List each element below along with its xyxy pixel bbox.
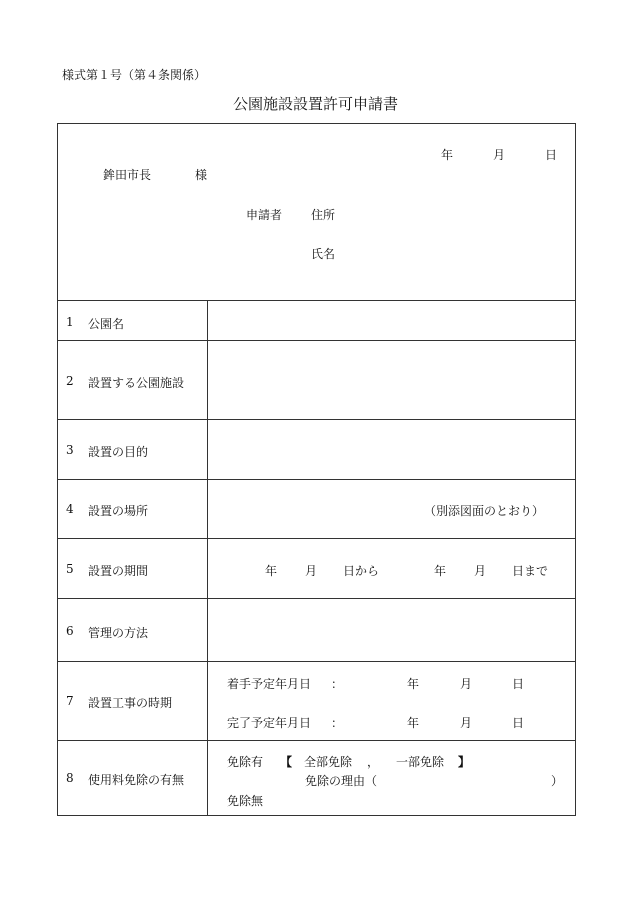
end-day: 日	[512, 716, 525, 730]
addressee: 鉾田市長	[103, 168, 152, 182]
date-year: 年	[441, 148, 454, 162]
row-8-number: 8	[66, 771, 74, 785]
row-5-number: 5	[66, 562, 74, 576]
row-divider	[57, 740, 576, 741]
start-month: 月	[460, 677, 473, 691]
period-start-day: 日から	[343, 564, 380, 578]
location-note: （別添図面のとおり）	[424, 504, 545, 518]
exemption-reason-close: ）	[551, 774, 564, 788]
row-1-number: 1	[66, 315, 74, 329]
start-date-colon: ：	[331, 677, 344, 691]
row-3-number: 3	[66, 443, 74, 457]
exemption-yes: 免除有	[227, 755, 264, 769]
bracket-close: 】	[458, 755, 471, 769]
column-divider	[207, 300, 208, 816]
full-exemption: 全部免除	[304, 755, 353, 769]
row-4-number: 4	[66, 502, 74, 516]
period-end-day: 日まで	[512, 564, 549, 578]
end-year: 年	[407, 716, 420, 730]
row-8-label: 使用料免除の有無	[88, 773, 185, 787]
date-day: 日	[545, 148, 558, 162]
row-2-number: 2	[66, 374, 74, 388]
period-start-year: 年	[265, 564, 278, 578]
row-7-label: 設置工事の時期	[88, 696, 173, 710]
row-divider	[57, 538, 576, 539]
partial-exemption: 一部免除	[396, 755, 445, 769]
end-date-label: 完了予定年月日	[227, 716, 312, 730]
page-title: 公園施設設置許可申請書	[233, 95, 399, 113]
row-divider	[57, 598, 576, 599]
applicant-label: 申請者	[246, 208, 283, 222]
addressee-honorific: 様	[195, 168, 208, 182]
row-divider	[57, 661, 576, 662]
row-2-label: 設置する公園施設	[88, 376, 185, 390]
row-6-label: 管理の方法	[88, 626, 149, 640]
start-day: 日	[512, 677, 525, 691]
address-label: 住所	[311, 208, 336, 222]
period-end-month: 月	[474, 564, 487, 578]
end-month: 月	[460, 716, 473, 730]
bracket-open: 【	[280, 755, 293, 769]
date-month: 月	[493, 148, 506, 162]
period-start-month: 月	[305, 564, 318, 578]
row-divider	[57, 300, 576, 301]
application-form-table	[57, 123, 576, 816]
start-date-label: 着手予定年月日	[227, 677, 312, 691]
row-divider	[57, 479, 576, 480]
row-divider	[57, 419, 576, 420]
end-date-colon: ：	[331, 716, 344, 730]
period-end-year: 年	[434, 564, 447, 578]
row-5-label: 設置の期間	[88, 564, 149, 578]
row-3-label: 設置の目的	[88, 445, 149, 459]
row-divider	[57, 340, 576, 341]
row-1-label: 公園名	[88, 317, 125, 331]
start-year: 年	[407, 677, 420, 691]
row-6-number: 6	[66, 624, 74, 638]
name-label: 氏名	[311, 247, 336, 261]
exemption-reason-label: 免除の理由（	[305, 774, 378, 788]
row-4-label: 設置の場所	[88, 504, 149, 518]
form-reference: 様式第１号（第４条関係）	[62, 68, 207, 82]
exemption-no: 免除無	[227, 794, 264, 808]
row-7-number: 7	[66, 694, 74, 708]
option-comma: ，	[367, 755, 380, 769]
